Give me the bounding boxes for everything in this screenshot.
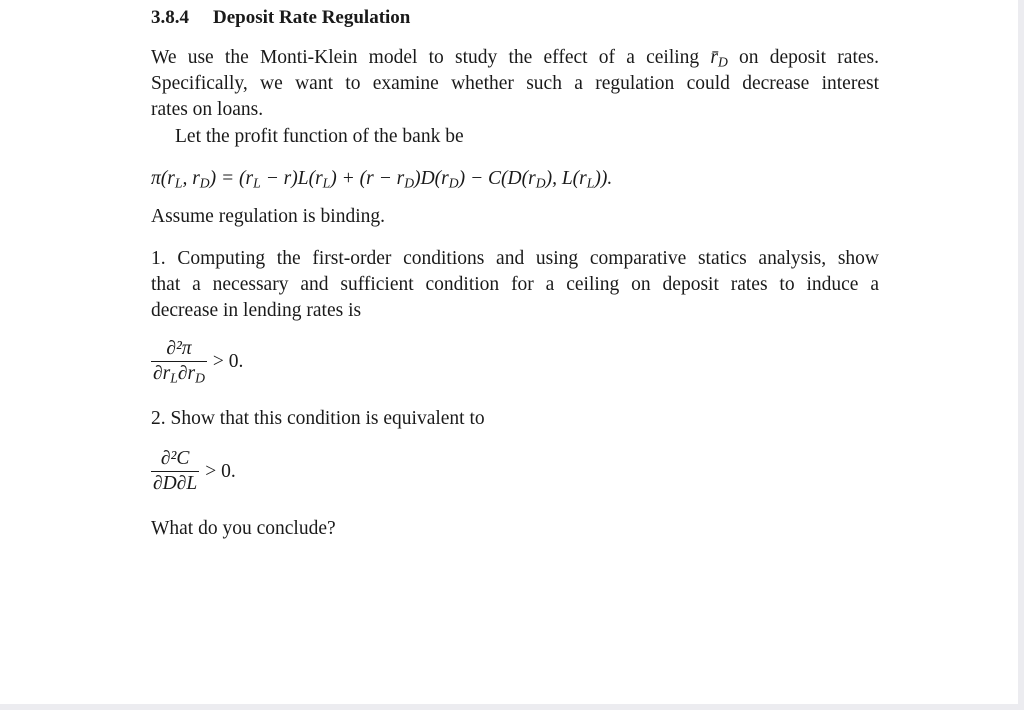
condition-2-denominator: ∂D∂L [153, 473, 198, 494]
condition-1-denominator: $\partial r_L\partial r_D$ [153, 363, 205, 386]
profit-intro: Let the profit function of the bank be [175, 126, 464, 147]
question-2: 2. Show that this condition is equivalent to [151, 408, 485, 429]
condition-1-numerator: ∂²π [166, 338, 192, 359]
condition-1-fraction [151, 338, 207, 385]
question-1-line-2: that a necessary and sufficient condition for a ceiling on deposit rates to induce a [151, 274, 879, 295]
intro-line-1-text: We use the Monti-Klein model to study the effect of a ceiling [151, 47, 711, 68]
assumption-text: Assume regulation is binding. [151, 206, 385, 227]
intro-line-1-end: on deposit rates. [727, 47, 879, 68]
condition-2-fraction [151, 448, 199, 495]
question-1 [151, 246, 879, 324]
question-1-line-1: 1. Computing the first-order conditions and using comparative statics analysis, show [151, 248, 879, 269]
conclusion-question: What do you conclude? [151, 518, 336, 539]
section-heading [151, 7, 410, 29]
condition-2-relation: > 0. [205, 460, 236, 482]
ceiling-symbol-sub: D [717, 54, 728, 70]
condition-1-relation: > 0. [212, 350, 244, 372]
question-1-line-3: decrease in lending rates is [151, 300, 362, 321]
intro-paragraph [151, 45, 879, 123]
condition-2-numerator: ∂²C [160, 448, 190, 469]
section-title: Deposit Rate Regulation [213, 7, 411, 28]
profit-equation: $\pi(r_L$, $r_D) = (r_L - r)L(r_L) + (r - r_D)D(r_D) - C(D(r_D)$, $L(r_L)$). [151, 168, 613, 191]
intro-line-2: Specifically, we want to examine whether such a regulation could decrease interest [151, 73, 879, 94]
profit-equation-row [151, 166, 879, 192]
intro-line-1 [151, 45, 879, 71]
section-number: 3.8.4 [151, 7, 189, 28]
ceiling-symbol [710, 47, 727, 68]
condition-2 [151, 448, 236, 495]
ceiling-symbol-base: r̄ [710, 47, 718, 68]
intro-line-3: rates on loans. [151, 99, 264, 120]
condition-1 [151, 338, 243, 385]
